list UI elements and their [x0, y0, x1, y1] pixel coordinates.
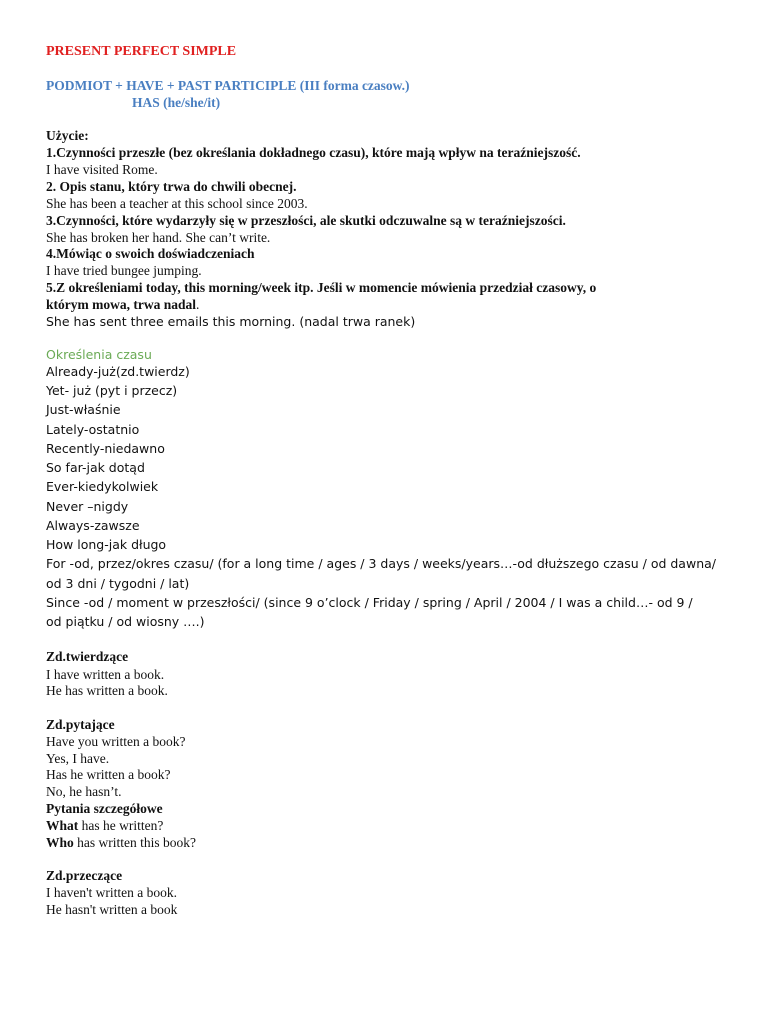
- detail-question-wh: What: [46, 818, 79, 833]
- time-expression-item: Just-właśnie: [46, 402, 121, 417]
- document-title: PRESENT PERFECT SIMPLE: [46, 44, 237, 59]
- since-expression-line-1: Since -od / moment w przeszłości/ (since 9 o’clock / Friday / spring / April / 2004 / I was a child…- od 9 /: [46, 595, 693, 610]
- usage-rule-5-line-1: 5.Z określeniami today, this morning/week itp. Jeśli w momencie mówienia przedział czasowy, o: [46, 280, 597, 295]
- negative-example: He hasn't written a book: [46, 902, 178, 917]
- usage-rule-5-line-2-tail: .: [196, 297, 200, 312]
- time-expression-item: How long-jak długo: [46, 537, 167, 552]
- detail-question: [46, 818, 163, 834]
- time-expression-item: So far-jak dotąd: [46, 460, 145, 475]
- time-expression-item: Always-zawsze: [46, 518, 140, 533]
- usage-rule-4: 4.Mówiąc o swoich doświadczeniach: [46, 246, 255, 261]
- usage-heading: Użycie:: [46, 128, 89, 143]
- usage-rule-3: 3.Czynności, które wydarzyły się w przeszłości, ale skutki odczuwalne są w teraźniejszości.: [46, 213, 566, 228]
- questions-heading: Zd.pytające: [46, 717, 115, 732]
- since-expression-line-2: od piątku / od wiosny ….): [46, 614, 205, 629]
- time-expression-item: Yet- już (pyt i przecz): [46, 383, 178, 398]
- usage-example-3: She has broken her hand. She can’t write.: [46, 230, 271, 245]
- usage-rule-1: 1.Czynności przeszłe (bez określania dokładnego czasu), które mają wpływ na teraźniejszość.: [46, 145, 581, 160]
- time-expression-item: Lately-ostatnio: [46, 422, 140, 437]
- usage-rule-5-line-2-text: którym mowa, trwa nadal: [46, 297, 196, 312]
- time-expressions-heading: Określenia czasu: [46, 347, 152, 362]
- time-expression-item: Ever-kiedykolwiek: [46, 479, 159, 494]
- usage-rule-2: 2. Opis stanu, który trwa do chwili obecnej.: [46, 179, 297, 194]
- time-expression-item: Never –nigdy: [46, 499, 129, 514]
- question-example: No, he hasn’t.: [46, 784, 122, 799]
- detail-question-wh: Who: [46, 835, 74, 850]
- usage-rule-5-line-2: [46, 297, 199, 313]
- detail-question: [46, 835, 196, 851]
- formula-line-1: PODMIOT + HAVE + PAST PARTICIPLE (III forma czasow.): [46, 78, 410, 93]
- affirmative-heading: Zd.twierdzące: [46, 649, 129, 664]
- detail-question-rest: has written this book?: [73, 835, 196, 850]
- negative-example: I haven't written a book.: [46, 885, 178, 900]
- affirmative-example: I have written a book.: [46, 667, 165, 682]
- detail-questions-heading: Pytania szczegółowe: [46, 801, 163, 816]
- usage-example-5: She has sent three emails this morning. (nadal trwa ranek): [46, 314, 416, 329]
- usage-example-1: I have visited Rome.: [46, 162, 158, 177]
- question-example: Yes, I have.: [46, 751, 110, 766]
- negative-heading: Zd.przeczące: [46, 868, 123, 883]
- formula-line-2: HAS (he/she/it): [132, 95, 221, 110]
- usage-example-4: I have tried bungee jumping.: [46, 263, 202, 278]
- detail-question-rest: has he written?: [78, 818, 164, 833]
- for-expression-line-2: od 3 dni / tygodni / lat): [46, 576, 190, 591]
- question-example: Has he written a book?: [46, 767, 171, 782]
- time-expression-item: Recently-niedawno: [46, 441, 165, 456]
- question-example: Have you written a book?: [46, 734, 186, 749]
- for-expression-line-1: For -od, przez/okres czasu/ (for a long time / ages / 3 days / weeks/years…-od dłuższego czasu / od dawna/: [46, 556, 716, 571]
- usage-example-2: She has been a teacher at this school since 2003.: [46, 196, 308, 211]
- time-expression-item: Already-już(zd.twierdz): [46, 364, 190, 379]
- affirmative-example: He has written a book.: [46, 683, 168, 698]
